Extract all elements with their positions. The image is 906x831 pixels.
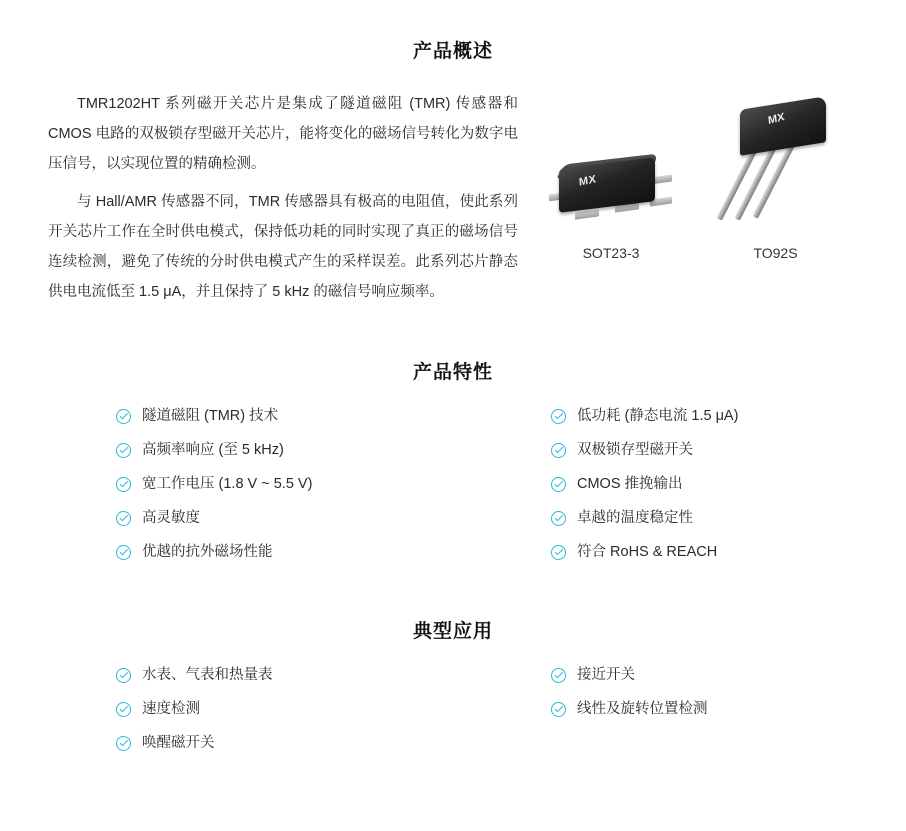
- list-item: [116, 665, 453, 685]
- check-icon: [116, 477, 131, 492]
- check-icon: [551, 668, 566, 683]
- feature-label: 高灵敏度: [142, 510, 200, 526]
- check-icon: [551, 443, 566, 458]
- list-item: [551, 474, 882, 494]
- application-label: 速度检测: [142, 701, 200, 717]
- applications-list-right: [551, 665, 882, 719]
- feature-label: 低功耗 (静态电流 1.5 μA): [577, 408, 739, 424]
- features-column-right: [453, 406, 882, 576]
- list-item: [116, 508, 453, 528]
- list-item: [116, 406, 453, 426]
- feature-label: 宽工作电压 (1.8 V ~ 5.5 V): [142, 476, 313, 492]
- to92-body: [740, 96, 826, 156]
- feature-label: CMOS 推挽输出: [577, 476, 683, 492]
- features-list-left: [116, 406, 453, 562]
- section-title-overview: 产品概述: [412, 41, 493, 62]
- package-images: [518, 89, 866, 261]
- check-icon: [551, 409, 566, 424]
- sot23-marking: MX: [578, 173, 597, 189]
- list-item: [116, 542, 453, 562]
- check-icon: [116, 409, 131, 424]
- feature-label: 符合 RoHS & REACH: [577, 544, 718, 560]
- package-sot23-3: [549, 155, 674, 261]
- application-label: 接近开关: [577, 667, 635, 683]
- check-icon: [551, 545, 566, 560]
- check-icon: [116, 511, 131, 526]
- sot23-3-icon: [549, 155, 674, 233]
- list-item: [551, 542, 882, 562]
- list-item: [551, 508, 882, 528]
- feature-label: 优越的抗外磁场性能: [142, 544, 273, 560]
- section-title-applications: 典型应用: [412, 621, 493, 642]
- check-icon: [116, 668, 131, 683]
- applications-section: [0, 665, 906, 767]
- feature-label: 双极锁存型磁开关: [577, 442, 693, 458]
- check-icon: [551, 511, 566, 526]
- feature-label: 隧道磁阻 (TMR) 技术: [142, 408, 279, 424]
- overview-text: [48, 89, 518, 315]
- list-item: [116, 440, 453, 460]
- overview-paragraph-1: TMR1202HT 系列磁开关芯片是集成了隧道磁阻 (TMR) 传感器和 CMOS 电路的双极锁存型磁开关芯片，能将变化的磁场信号转化为数字电压信号，以实现位置的精确检测。: [48, 96, 518, 172]
- datasheet-page: [0, 36, 906, 831]
- check-icon: [116, 736, 131, 751]
- package-row: [549, 110, 836, 261]
- check-icon: [116, 702, 131, 717]
- list-item: [551, 665, 882, 685]
- features-list-right: [551, 406, 882, 562]
- list-item: [551, 406, 882, 426]
- section-title-features: 产品特性: [412, 362, 493, 383]
- check-icon: [551, 477, 566, 492]
- package-to92s: [716, 103, 836, 261]
- list-item: [116, 699, 453, 719]
- application-label: 水表、气表和热量表: [142, 667, 273, 683]
- package-label-sot23-3: SOT23-3: [582, 245, 640, 261]
- check-icon: [116, 443, 131, 458]
- package-label-to92s: TO92S: [753, 245, 798, 261]
- to92s-icon: [716, 103, 836, 233]
- check-icon: [551, 702, 566, 717]
- features-section: [0, 406, 906, 576]
- list-item: [116, 733, 453, 753]
- applications-columns: [0, 665, 906, 767]
- applications-column-left: [24, 665, 453, 767]
- applications-list-left: [116, 665, 453, 753]
- features-column-left: [24, 406, 453, 576]
- to92-marking: MX: [766, 110, 785, 128]
- check-icon: [116, 545, 131, 560]
- feature-label: 卓越的温度稳定性: [577, 510, 693, 526]
- applications-column-right: [453, 665, 882, 767]
- application-label: 线性及旋转位置检测: [577, 701, 708, 717]
- overview-paragraph-2: 与 Hall/AMR 传感器不同，TMR 传感器具有极高的电阻值，使此系列开关芯片工作在全时供电模式，保持低功耗的同时实现了真正的磁场信号连续检测，避免了传统的分时供电模式产生的采样误差。此系列芯片静态供电电流低至 1.5 μA，并且保持了 5 kHz 的磁信号响应频率。: [48, 194, 518, 300]
- list-item: [551, 699, 882, 719]
- sot23-lead-4: [575, 209, 599, 219]
- list-item: [116, 474, 453, 494]
- list-item: [551, 440, 882, 460]
- overview-section: [0, 89, 906, 315]
- application-label: 唤醒磁开关: [142, 735, 215, 751]
- feature-label: 高频率响应 (至 5 kHz): [142, 442, 284, 458]
